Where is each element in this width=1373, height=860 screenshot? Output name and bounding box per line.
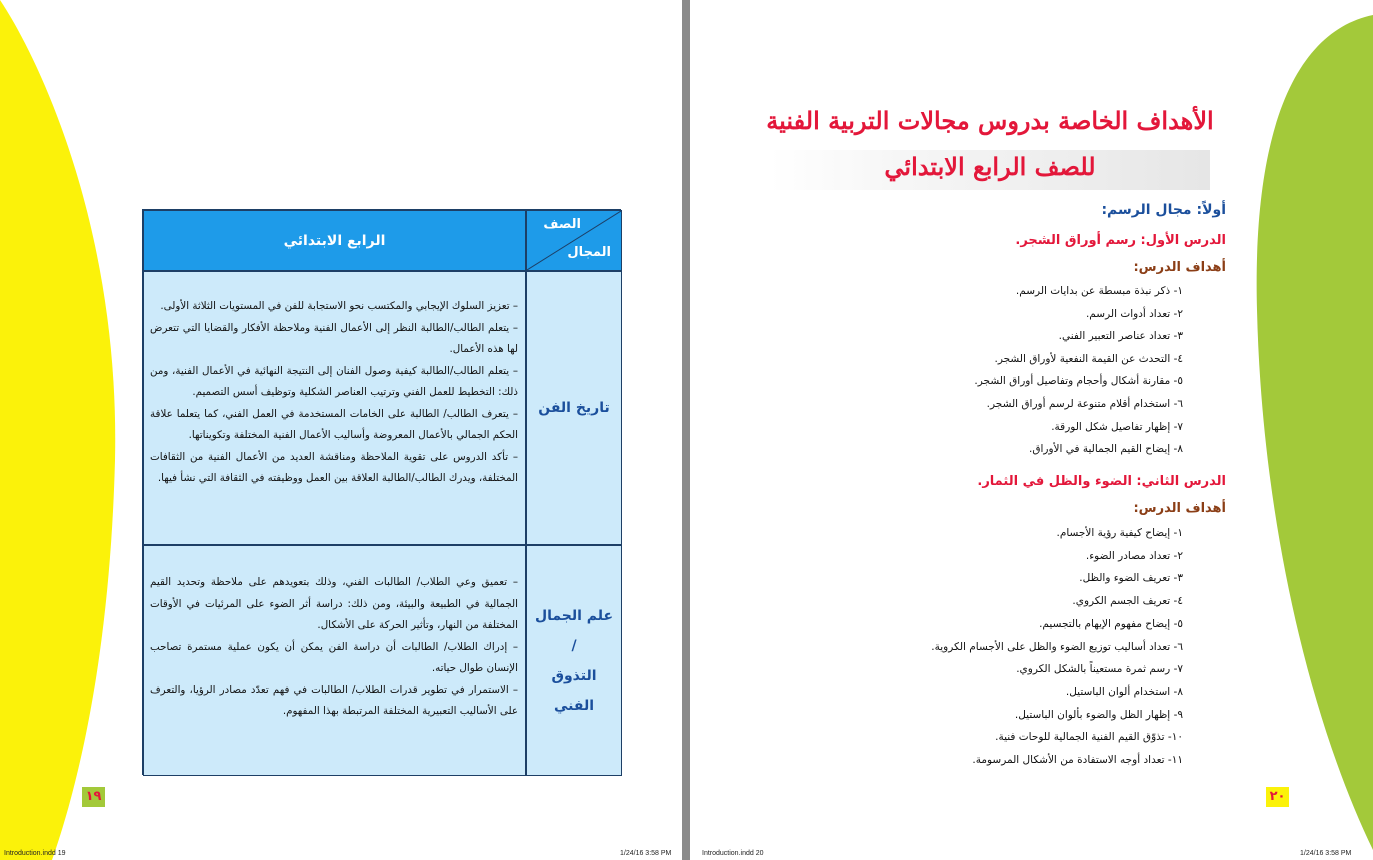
slug-date-right: 1/24/16 3:58 PM	[1300, 850, 1352, 857]
goal-item: ٥- إيضاح مفهوم الإيهام بالتجسيم.	[1039, 617, 1183, 630]
slug-file-right: Introduction.indd 20	[702, 850, 764, 857]
goal-item: ٦- تعداد أساليب توزيع الضوء والظل على الأجسام الكروية.	[931, 640, 1183, 653]
goal-item: ١١- تعداد أوجه الاستفادة من الأشكال المرسومة.	[972, 754, 1183, 766]
objective-paragraph: – تعميق وعي الطلاب/ الطالبات الفني، وذلك بتعويدهم على ملاحظة وتحديد القيم الجمالية في الطبيعة والبيئة، ومن ذلك: دراسة أثر الضوء على المرئيات في الأوقات المختلفة من النهار، وتأثير الحركة على الأشكال.	[150, 576, 518, 631]
page-number-left: ١٩	[82, 787, 105, 807]
domain-line-1: علم الجمال /	[534, 607, 614, 654]
page-title-line-1: الأهداف الخاصة بدروس مجالات التربية الفنية	[766, 106, 1214, 135]
goal-item: ٧- إظهار تفاصيل شكل الورقة.	[1051, 420, 1183, 433]
slug-date-left: 1/24/16 3:58 PM	[620, 850, 672, 857]
objective-paragraph: – تأكد الدروس على تقوية الملاحظة ومناقشة العديد من الأعمال الفنية من الثقافات المختلفة، ويدرك الطالب/الطالبة العلاقة بين العمل ووظيفته في الثقافة التي نشأ فيها.	[150, 450, 518, 484]
goal-item: ٧- رسم ثمرة مستعيناً بالشكل الكروي.	[1016, 663, 1183, 676]
objective-paragraph: – يتعرف الطالب/ الطالبة على الخامات المستخدمة في العمل الفني، كما يتعلما علاقة الحكم الجمالي بالأعمال المعروضة وأساليب الأعمال الفنية المختلفة وتكويناتها.	[150, 407, 518, 441]
goal-item: ٥- مقارنة أشكال وأحجام وتفاصيل أوراق الشجر.	[974, 375, 1183, 388]
table-header-split	[526, 210, 622, 271]
row-description	[144, 546, 525, 723]
table-row-aesthetics-domain	[526, 545, 622, 776]
header-grade-label: الصف	[543, 217, 581, 232]
objective-paragraph: – يتعلم الطالب/الطالبة النظر إلى الأعمال الفنية وملاحظة الأفكار والقضايا التي تتعرض لها هذه الأعمال.	[150, 321, 518, 355]
goal-item: ٣- تعريف الضوء والظل.	[1079, 572, 1183, 585]
lesson-1-title: الدرس الأول: رسم أوراق الشجر.	[1015, 233, 1226, 248]
goal-item: ٢- تعداد أدوات الرسم.	[1085, 307, 1183, 320]
goal-item: ٤- التحدث عن القيمة النفعية لأوراق الشجر.	[994, 352, 1183, 365]
lesson-2-goals-heading: أهداف الدرس:	[1133, 501, 1226, 516]
table-header-grade: الرابع الابتدائي	[143, 210, 526, 271]
goal-item: ٩- إظهار الظل والضوء بألوان الباستيل.	[1014, 708, 1183, 721]
objective-paragraph: – تعزيز السلوك الإيجابي والمكتسب نحو الاستجابة للفن في المستويات الثلاثة الأولى.	[160, 300, 518, 312]
goal-item: ٨- إيضاح القيم الجمالية في الأوراق.	[1028, 443, 1183, 456]
page-gutter	[682, 0, 690, 860]
slug-file-left: Introduction.indd 19	[4, 850, 66, 857]
header-domain-label: المجال	[567, 245, 611, 260]
lesson-2-title: الدرس الثاني: الضوء والظل في الثمار.	[977, 474, 1226, 489]
goal-item: ٨- استخدام ألوان الباستيل.	[1065, 685, 1183, 698]
lesson-1-goals-heading: أهداف الدرس:	[1133, 260, 1226, 275]
goal-item: ١٠- تذوّق القيم الفنية الجمالية للوحات فنية.	[995, 731, 1183, 744]
row-description	[144, 272, 525, 490]
right-page	[690, 0, 1373, 860]
goal-item: ١- ذكر نبذة مبسطة عن بدايات الرسم.	[1015, 285, 1183, 297]
table-row-art-history-desc	[143, 271, 526, 545]
objective-paragraph: – يتعلم الطالب/الطالبة كيفية وصول الفنان إلى النتيجة النهائية في الأعمال الفنية، ومن ذلك: التخطيط للعمل الفني وترتيب العناصر الشكلية وتوظيف أسس التصميم.	[150, 364, 518, 398]
objective-paragraph: – إدراك الطلاب/ الطالبات أن دراسة الفن يمكن أن يكون عملية مستمرة تصاحب الإنسان طوال حياته.	[150, 640, 518, 674]
table-row-aesthetics-desc	[143, 545, 526, 776]
page-title-line-2: للصف الرابع الابتدائي	[884, 152, 1096, 181]
goal-item: ٤- تعريف الجسم الكروي.	[1072, 595, 1183, 608]
page-number-right: ٢٠	[1266, 787, 1289, 807]
objectives-table	[142, 209, 621, 775]
goal-item: ٦- استخدام أقلام متنوعة لرسم أوراق الشجر.	[986, 398, 1183, 410]
goal-item: ٣- تعداد عناصر التعبير الفني.	[1058, 330, 1183, 343]
goal-item: ٢- تعداد مصادر الضوء.	[1085, 549, 1183, 562]
objective-paragraph: – الاستمرار في تطوير قدرات الطلاب/ الطالبات في فهم تعدّد مصادر الرؤيا، والتعرف على الأساليب التعبيرية المختلفة المرتبطة بهذا المفهوم.	[150, 683, 518, 717]
goal-item: ١- إيضاح كيفية رؤية الأجسام.	[1056, 527, 1183, 539]
domain-line-2: التذوق الفني	[551, 667, 597, 714]
table-row-art-history-domain: تاريخ الفن	[526, 271, 622, 545]
left-page	[0, 0, 682, 860]
section-heading-drawing: أولاً: مجال الرسم:	[1101, 202, 1226, 218]
